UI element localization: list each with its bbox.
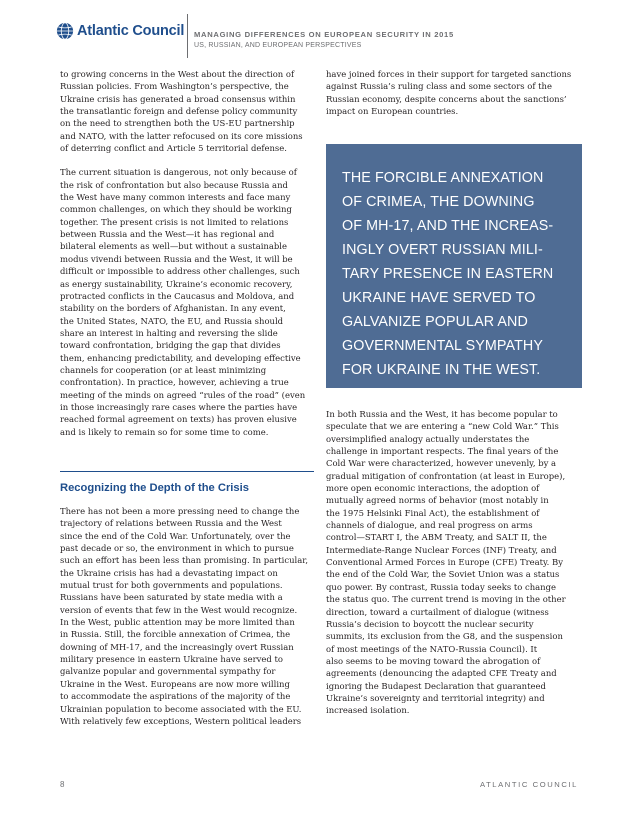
text-line: quo power. By contrast, Russia today seeks to change xyxy=(326,581,557,592)
text-line: ignoring the Budapest Declaration that guaranteed xyxy=(326,680,546,691)
text-line: direction, toward a curtailment of dialogue (witness xyxy=(326,606,549,617)
text-line: on the need to strengthen both the US-EU partnership xyxy=(60,118,295,129)
text-line: Ukraine in the West. Europeans are now more willing xyxy=(60,678,290,689)
text-line: common challenges, on which they should be working xyxy=(60,204,292,215)
pull-quote-line: INGLY OVERT RUSSIAN MILI- xyxy=(342,242,543,258)
text-line: confrontation). In practice, however, achieving a true xyxy=(60,377,289,388)
text-line: more open economic interactions, the adoption of xyxy=(326,483,540,494)
text-line: the transatlantic foreign and defense policy community xyxy=(60,106,298,117)
text-line: the United States, NATO, the EU, and Russia should xyxy=(60,315,284,326)
left-column-section xyxy=(60,505,314,727)
document-title: MANAGING DIFFERENCES ON EUROPEAN SECURITY IN 2015 xyxy=(194,30,454,39)
text-line: between Russia and the West—it has regional and xyxy=(60,229,275,240)
text-line: reached formal agreement on texts) has proven elusive xyxy=(60,414,297,425)
right-paragraph-2 xyxy=(326,408,582,717)
pull-quote-line: OF CRIMEA, THE DOWNING xyxy=(342,194,535,210)
globe-icon xyxy=(56,22,74,40)
text-line: With relatively few exceptions, Western political leaders xyxy=(60,715,302,726)
text-line: The current situation is dangerous, not only because of xyxy=(60,167,297,178)
text-line: gradual mitigation of confrontation (at least in Europe), xyxy=(326,470,566,481)
pull-quote-line: UKRAINE HAVE SERVED TO xyxy=(342,290,536,306)
text-line: the 1975 Helsinki Final Act), the establishment of xyxy=(326,507,540,518)
text-line: Intermediate-Range Nuclear Forces (INF) Treaty, and xyxy=(326,544,557,555)
text-line: Conventional Armed Forces in Europe (CFE) Treaty. By xyxy=(326,557,564,568)
text-line: such an effort has been less than promising. In particular, xyxy=(60,555,309,566)
pull-quote-line: FOR UKRAINE IN THE WEST. xyxy=(342,362,541,378)
text-line: since the end of the Cold War. Unfortunately, over the xyxy=(60,530,291,541)
text-line: control—START I, the ABM Treaty, and SALT II, the xyxy=(326,532,547,543)
text-line: also seems to be moving toward the abrogation of xyxy=(326,655,541,666)
text-line: challenge in important respects. The final years of the xyxy=(326,446,559,457)
section-paragraph xyxy=(60,505,314,727)
text-line: difficult or impossible to address other challenges, such xyxy=(60,266,300,277)
text-line: In both Russia and the West, it has become popular to xyxy=(326,409,558,419)
text-line: in those increasingly rare cases where the parties have xyxy=(60,401,298,412)
pull-quote-line: THE FORCIBLE ANNEXATION xyxy=(342,170,544,186)
page-number: 8 xyxy=(60,780,65,789)
pull-quote-line: GOVERNMENTAL SYMPATHY xyxy=(342,338,543,354)
text-line: them, enhancing predictability, and developing effective xyxy=(60,352,301,363)
text-line: mutual trust for both governments and populations. xyxy=(60,580,283,591)
text-line: past decade or so, the environment in which to pursue xyxy=(60,543,294,554)
text-line: share an interest in halting and reversing the slide xyxy=(60,327,278,338)
text-line: Russians have been saturated by state media with a xyxy=(60,592,283,603)
text-line: channels of dialogue, and real progress on arms xyxy=(326,520,533,531)
text-line: and is likely to remain so for some time to come. xyxy=(60,426,269,437)
text-line: There has not been a more pressing need to change the xyxy=(60,506,300,516)
header-divider xyxy=(187,14,188,58)
text-line: and NATO, with the latter refocused on its core missions xyxy=(60,130,303,141)
section-divider xyxy=(60,471,314,472)
pull-quote xyxy=(326,144,582,388)
document-subtitle: US, RUSSIAN, AND EUROPEAN PERSPECTIVES xyxy=(194,42,362,49)
text-line: the end of the Cold War, the Soviet Union was a status xyxy=(326,569,560,580)
text-line: channels for cooperation (or at least minimizing xyxy=(60,364,267,375)
pull-quote-line: TARY PRESENCE IN EASTERN xyxy=(342,266,554,282)
text-line: Russia’s decision to boycott the nuclear security xyxy=(326,618,534,629)
text-line: Cold War were characterized, however unevenly, by a xyxy=(326,458,557,469)
logo-text: Atlantic Council xyxy=(77,23,185,39)
text-line: as energy sustainability, Ukraine’s economic recovery, xyxy=(60,278,293,289)
text-line: protracted conflicts in the Caucasus and Moldova, and xyxy=(60,290,295,301)
text-line: the West have many common interests and face many xyxy=(60,192,291,203)
text-line: Ukrainian population to become associated with the EU. xyxy=(60,703,302,714)
text-line: together. The present crisis is not limited to relations xyxy=(60,216,289,227)
text-line: toward confrontation, bridging the gap that divides xyxy=(60,340,281,351)
atlantic-council-logo xyxy=(56,22,184,40)
text-line: increased isolation. xyxy=(326,705,410,716)
pull-quote-line: OF MH-17, AND THE INCREAS- xyxy=(342,218,554,234)
text-line: of deterring conflict and Article 5 territorial defense. xyxy=(60,143,287,154)
text-line: have joined forces in their support for targeted sanctions xyxy=(326,69,572,79)
text-line: to accommodate the aspirations of the majority of the xyxy=(60,691,291,702)
text-line: oversimplified analogy actually understates the xyxy=(326,433,530,444)
text-line: in Russia. Still, the forcible annexation of Crimea, the xyxy=(60,629,291,640)
text-line: of most meetings of the NATO-Russia Council). It xyxy=(326,643,538,654)
paragraph-2 xyxy=(60,166,314,438)
page-header xyxy=(0,0,638,62)
text-line: Ukraine’s sovereignty and territorial integrity) and xyxy=(326,692,545,703)
text-line: Ukraine crisis has generated a broad consensus within xyxy=(60,93,296,104)
section-heading: Recognizing the Depth of the Crisis xyxy=(60,482,249,494)
text-line: the risk of confrontation but also because Russia and xyxy=(60,179,288,190)
footer-org-name: ATLANTIC COUNCIL xyxy=(479,780,578,789)
text-line: the Ukraine crisis has had a devastating impact on xyxy=(60,567,278,578)
right-paragraph-1 xyxy=(326,68,582,117)
pull-quote-line: GALVANIZE POPULAR AND xyxy=(342,314,528,330)
text-line: stability on the borders of Afghanistan. In any event, xyxy=(60,303,286,314)
text-line: mutually agreed norms of behavior (most notably in xyxy=(326,495,549,506)
text-line: summits, its exclusion from the G8, and the suspension xyxy=(326,631,563,642)
text-line: the status quo. The current trend is moving in the other xyxy=(326,594,566,605)
text-line: Russian policies. From Washington’s perspective, the xyxy=(60,81,289,92)
text-line: galvanize popular and governmental sympathy for xyxy=(60,666,276,677)
text-line: In the West, public attention may be more limited than xyxy=(60,617,295,628)
text-line: impact on European countries. xyxy=(326,106,459,117)
text-line: against Russia’s ruling class and some sectors of the xyxy=(326,81,552,92)
text-line: meeting of the minds on agreed “rules of the road” (even xyxy=(60,389,306,400)
text-line: agreements (denouncing the adapted CFE Treaty and xyxy=(326,668,557,679)
left-column xyxy=(60,68,314,438)
text-line: modus vivendi between Russia and the West, it will be xyxy=(60,253,293,264)
paragraph-1 xyxy=(60,68,314,154)
text-line: military presence in eastern Ukraine have served to xyxy=(60,654,283,665)
text-line: to growing concerns in the West about the direction of xyxy=(60,69,295,79)
text-line: Russian economy, despite concerns about the sanctions’ xyxy=(326,93,567,104)
text-line: bilateral elements as well—but without a sustainable xyxy=(60,241,287,252)
text-line: version of events that few in the West would recognize. xyxy=(60,604,298,615)
text-line: downing of MH-17, and the increasingly overt Russian xyxy=(60,641,294,652)
right-column-top xyxy=(326,68,582,117)
text-line: trajectory of relations between Russia and the West xyxy=(60,518,282,529)
text-line: speculate that we are entering a “new Cold War.” This xyxy=(326,421,559,432)
right-column-bottom xyxy=(326,408,582,717)
